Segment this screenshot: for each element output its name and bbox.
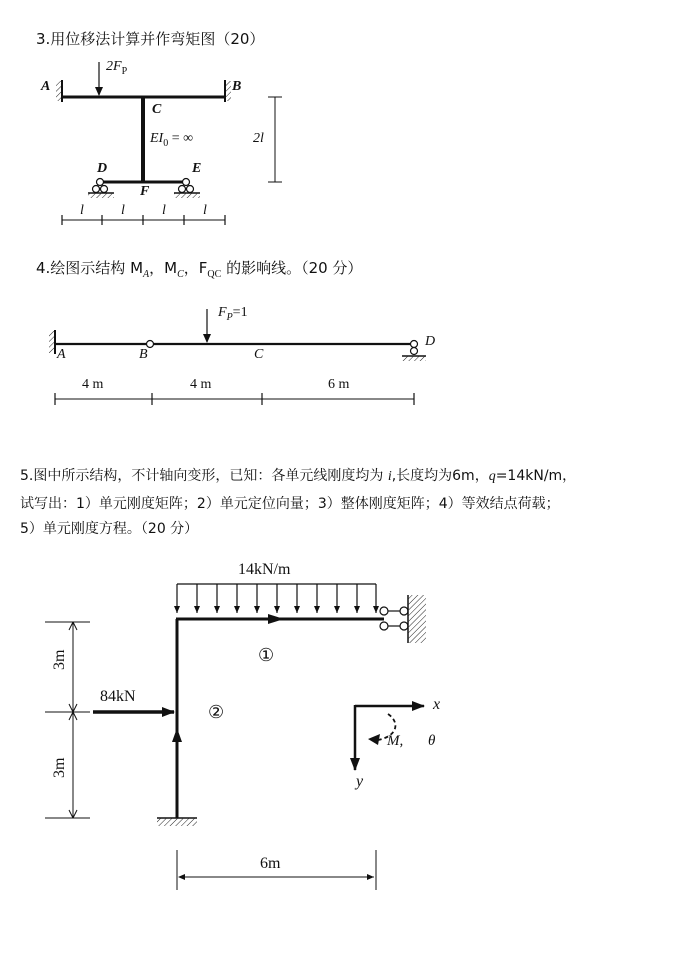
q5-text-line3: 5）单元刚度方程。（20 分） xyxy=(20,521,199,537)
q5-dim-lower: 3m xyxy=(51,757,68,778)
q5-element-1: ① xyxy=(258,645,275,665)
q3-label-b: B xyxy=(232,79,242,94)
q5-line1-a: 5.图中所示结构，不计轴向变形，已知：各单元线刚度均为 xyxy=(20,468,388,484)
q5-line1-b: ,长度均为6m， xyxy=(391,468,489,484)
q3-title: 3.用位移法计算并作弯矩图（20） xyxy=(36,30,265,48)
q3-roller-support-e xyxy=(174,179,200,199)
q4-title-mc-sub: C xyxy=(177,269,184,280)
q3-stiffness-sub: 0 xyxy=(163,137,169,149)
q3-span-1: l xyxy=(80,203,84,218)
q4-load-sub: P xyxy=(226,311,233,323)
q5-line1-i: i xyxy=(387,469,392,484)
q5-dist-load-arrows xyxy=(177,584,376,613)
q4-title-sep1: ，M xyxy=(149,259,178,277)
q3-load-label xyxy=(106,59,127,77)
q3-label-c: C xyxy=(152,102,162,117)
q4-title-end: 的影响线。（20 分） xyxy=(221,259,363,277)
q3-label-e: E xyxy=(192,161,202,176)
q4-label-d: D xyxy=(425,334,436,349)
q4-title-ma-sub: A xyxy=(143,269,150,280)
q4-load-value: =1 xyxy=(232,305,248,320)
q4-span-2: 4 m xyxy=(190,377,212,392)
q3-label-d: D xyxy=(97,161,108,176)
q5-theta-label: θ xyxy=(428,733,436,749)
q4-load-text: F xyxy=(218,305,227,320)
q4-title xyxy=(36,257,362,280)
q5-column-direction-arrow xyxy=(172,728,182,742)
q5-line1-q: q xyxy=(488,469,496,484)
q3-label-f: F xyxy=(140,184,150,199)
q3-stiffness-label xyxy=(150,131,193,149)
q4-title-fqc-sub: QC xyxy=(207,269,222,280)
q5-dist-load-label: 14kN/m xyxy=(238,561,291,578)
q5-beam-direction-arrow xyxy=(268,614,284,624)
q5-axis-x-label: x xyxy=(433,696,441,713)
q3-stiffness-text: EI xyxy=(150,131,164,146)
q4-span-1: 4 m xyxy=(82,377,104,392)
q3-fixed-support-b xyxy=(225,81,231,101)
q3-load-text: 2F xyxy=(106,59,122,74)
q3-load-sub: P xyxy=(121,65,128,77)
q5-element-2: ② xyxy=(208,702,225,722)
q3-span-3: l xyxy=(162,203,166,218)
q3-label-a: A xyxy=(41,79,51,94)
q4-title-sep2: ，F xyxy=(183,259,208,277)
q4-roller-support-d xyxy=(402,341,426,362)
q4-span-3: 6 m xyxy=(328,377,350,392)
q4-label-c: C xyxy=(254,347,264,362)
q5-dim-upper: 3m xyxy=(51,649,68,670)
q3-stiffness-value: = ∞ xyxy=(168,131,194,146)
q5-moment-label: M, xyxy=(387,733,404,749)
q3-height-label: 2l xyxy=(253,131,264,146)
q4-fixed-support-a xyxy=(49,331,55,353)
q5-bottom-fixed-support xyxy=(157,818,197,826)
q3-roller-support-d xyxy=(88,179,114,199)
q4-label-a: A xyxy=(57,347,66,362)
q3-fixed-support-a xyxy=(56,81,62,101)
q5-text-line1 xyxy=(20,463,576,490)
q5-dim-bottom: 6m xyxy=(260,855,281,872)
q3-span-2: l xyxy=(121,203,125,218)
q3-span-4: l xyxy=(203,203,207,218)
q5-right-support xyxy=(380,595,426,643)
q4-load-label xyxy=(218,305,248,323)
q5-axis-y-label: y xyxy=(356,773,364,790)
q5-point-load-label: 84kN xyxy=(100,688,136,705)
q4-title-text: 4.绘图示结构 M xyxy=(36,259,144,277)
q4-label-b: B xyxy=(139,347,148,362)
q5-line1-c: =14kN/m， xyxy=(495,468,577,484)
q5-text-line2: 试写出：1）单元刚度矩阵；2）单元定位向量；3）整体刚度矩阵；4）等效结点荷载； xyxy=(20,496,560,512)
